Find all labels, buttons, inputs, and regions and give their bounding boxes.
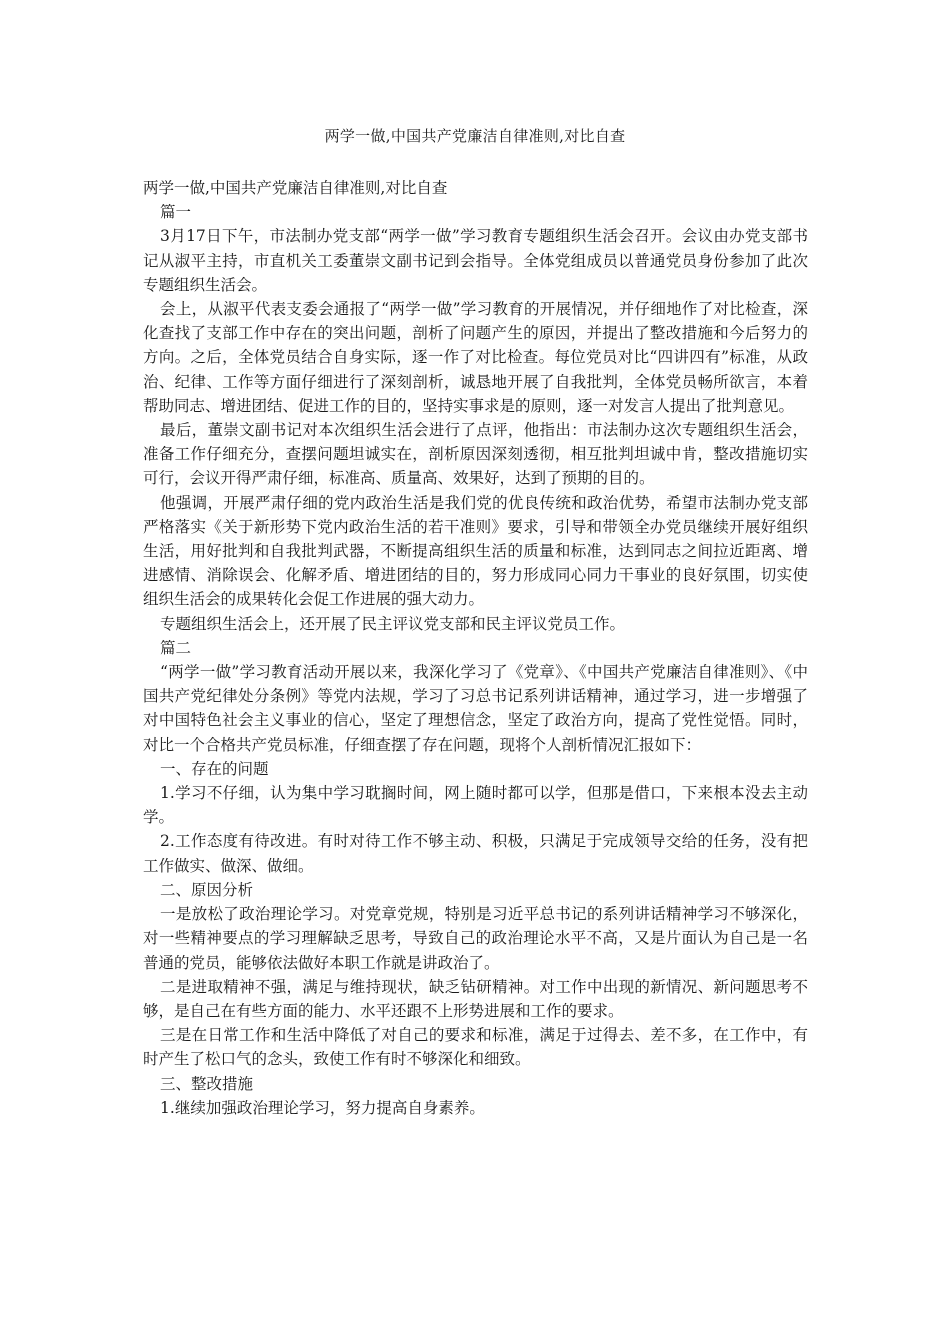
paragraph: 三是在日常工作和生活中降低了对自己的要求和标准，满足于过得去、差不多，在工作中，有时产生了松口气的念头，致使工作有时不够深化和细致。 (143, 1026, 808, 1069)
paragraph: 二是进取精神不强，满足与维持现状，缺乏钻研精神。对工作中出现的新情况、新问题思考不够，是自己在有些方面的能力、水平还跟不上形势进展和工作的要求。 (143, 977, 808, 1020)
paragraph: “两学一做”学习教育活动开展以来，我深化学习了《党章》、《中国共产党廉洁自律准则》、《中国共产党纪律处分条例》等党内法规，学习了习总书记系列讲话精神，通过学习，进一步增强了对中国特色社会主义事业的信心，坚定了理想信念，坚定了政治方向，提高了党性觉悟。同时，对比一个合格共产党员标准，仔细查摆了存在问题，现将个人剖析情况汇报如下： (143, 663, 808, 754)
section-label-part-two: 篇二 (160, 638, 192, 657)
paragraph: 他强调，开展严肃仔细的党内政治生活是我们党的优良传统和政治优势，希望市法制办党支部严格落实《关于新形势下党内政治生活的若干准则》要求，引导和带领全办党员继续开展好组织生活，用好批判和自我批判武器，不断提高组织生活的质量和标准，达到同志之间拉近距离、增进感情、消除误会、化解矛盾、增进团结的目的，努力形成同心同力干事业的良好氛围，切实使组织生活会的成果转化会促工作进展的强大动力。 (143, 493, 808, 609)
list-item: 1.继续加强政治理论学习，努力提高自身素养。 (160, 1098, 485, 1117)
list-item: 1.学习不仔细，认为集中学习耽搁时间，网上随时都可以学，但那是借口，下来根本没去主动学。 (143, 784, 808, 827)
subheading-problems: 一、存在的问题 (160, 759, 269, 778)
paragraph: 专题组织生活会上，还开展了民主评议党支部和民主评议党员工作。 (160, 614, 626, 633)
document-body (143, 176, 808, 1120)
subheading-rectification: 三、整改措施 (160, 1074, 254, 1093)
subheading-cause-analysis: 二、原因分析 (160, 880, 254, 899)
paragraph: 最后，董崇文副书记对本次组织生活会进行了点评，他指出：市法制办这次专题组织生活会，准备工作仔细充分，查摆问题坦诚实在，剖析原因深刻透彻，相互批判坦诚中肯，整改措施切实可行，会议开得严肃仔细，标准高、质量高、效果好，达到了预期的目的。 (143, 421, 808, 488)
paragraph: 会上，从淑平代表支委会通报了“两学一做”学习教育的开展情况，并仔细地作了对比检查，深化查找了支部工作中存在的突出问题，剖析了问题产生的原因，并提出了整改措施和今后努力的方向。之后，全体党员结合自身实际，逐一作了对比检查。每位党员对比“四讲四有”标准，从政治、纪律、工作等方面仔细进行了深刻剖析，诚恳地开展了自我批判，全体党员畅所欲言，本着帮助同志、增进团结、促进工作的目的，坚持实事求是的原则，逐一对发言人提出了批判意见。 (143, 300, 808, 415)
body-heading: 两学一做,中国共产党廉洁自律准则,对比自查 (143, 179, 448, 197)
list-item: 2.工作态度有待改进。有时对待工作不够主动、积极，只满足于完成领导交给的任务，没有把工作做实、做深、做细。 (143, 832, 808, 875)
paragraph: 3月17日下午，市法制办党支部“两学一做”学习教育专题组织生活会召开。会议由办党支部书记从淑平主持，市直机关工委董崇文副书记到会指导。全体党组成员以普通党员身份参加了此次专题组织生活会。 (143, 227, 808, 294)
document-title: 两学一做,中国共产党廉洁自律准则,对比自查 (324, 127, 626, 145)
section-label-part-one: 篇一 (160, 203, 192, 222)
paragraph: 一是放松了政治理论学习。对党章党规，特别是习近平总书记的系列讲话精神学习不够深化，对一些精神要点的学习理解缺乏思考，导致自己的政治理论水平不高，又是片面认为自己是一名普通的党员，能够依法做好本职工作就是讲政治了。 (143, 905, 808, 972)
